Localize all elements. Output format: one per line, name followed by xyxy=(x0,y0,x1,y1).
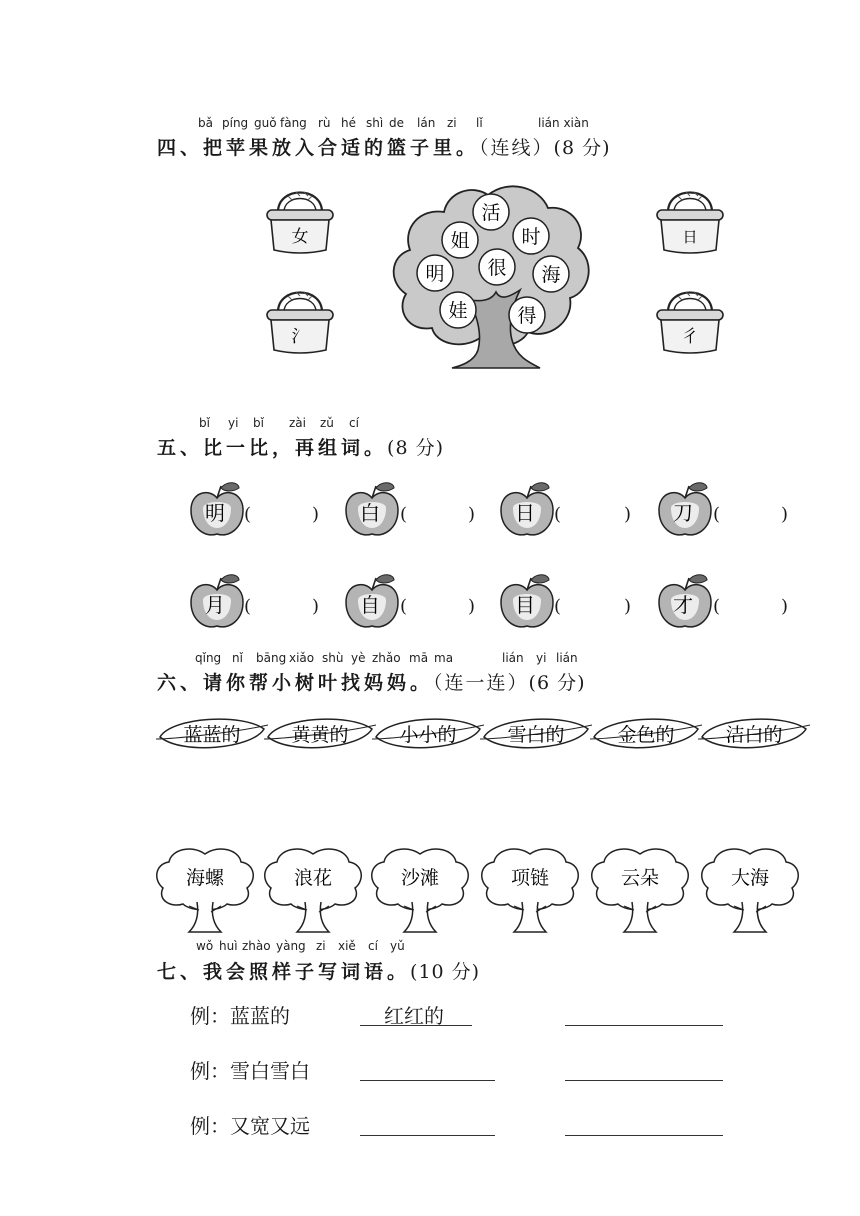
example-label: 例：雪白雪白 xyxy=(190,1059,310,1083)
paren-close: ) xyxy=(468,596,476,617)
answer-blank[interactable] xyxy=(565,1080,723,1081)
leaf-label: 蓝蓝的 xyxy=(183,724,241,746)
pinyin: lián xyxy=(556,651,578,665)
tree[interactable] xyxy=(592,849,689,932)
answer-blank[interactable] xyxy=(725,614,781,632)
answer-blank[interactable] xyxy=(565,1135,723,1136)
paren-open: ( xyxy=(244,504,252,525)
apple-char: 时 xyxy=(521,226,541,248)
pinyin: zhǎo xyxy=(372,651,401,665)
question-title: 把苹果放入合适的篮子里。 xyxy=(203,137,480,159)
paren-open: ( xyxy=(713,504,721,525)
pinyin: bǎ xyxy=(198,116,213,130)
question-score: (8 分) xyxy=(387,437,444,459)
leaf-label: 雪白的 xyxy=(507,724,565,746)
paren-open: ( xyxy=(400,596,408,617)
question-score: (10 分) xyxy=(410,961,481,983)
apple-char: 很 xyxy=(487,257,507,279)
leaf-label: 黄黄的 xyxy=(291,724,349,746)
answer-blank[interactable] xyxy=(360,1025,472,1026)
answer-blank[interactable] xyxy=(256,522,312,540)
pinyin: wǒ xyxy=(196,939,214,953)
pinyin: huì xyxy=(219,939,238,953)
pinyin: hé xyxy=(341,116,356,130)
pinyin: lián xyxy=(502,651,524,665)
answer-blank[interactable] xyxy=(412,522,468,540)
tree-label: 大海 xyxy=(730,867,770,889)
pinyin: nǐ xyxy=(232,651,243,665)
pinyin: yè xyxy=(351,651,366,665)
paren-open: ( xyxy=(554,504,562,525)
apple-char: 娃 xyxy=(448,300,468,322)
paren-close: ) xyxy=(781,596,789,617)
leaf-label: 金色的 xyxy=(617,724,675,746)
pinyin: lán xyxy=(417,116,436,130)
basket-radical: 女 xyxy=(291,227,309,247)
tree-label: 云朵 xyxy=(620,867,660,889)
basket-radical: 日 xyxy=(682,228,698,246)
pinyin: yi xyxy=(228,416,239,430)
pinyin: shì xyxy=(366,116,384,130)
answer-blank[interactable] xyxy=(360,1135,495,1136)
tree[interactable] xyxy=(482,849,579,932)
question-score: (8 分) xyxy=(553,137,611,159)
pinyin: yàng xyxy=(276,939,306,953)
pinyin: xiě xyxy=(338,939,356,953)
pinyin: ma xyxy=(434,651,454,665)
pinyin: cí xyxy=(349,416,359,430)
pinyin: zhào xyxy=(242,939,271,953)
question-number: 七、 xyxy=(157,961,204,983)
paren-close: ) xyxy=(468,504,476,525)
answer-blank[interactable] xyxy=(566,522,622,540)
paren-open: ( xyxy=(713,596,721,617)
pinyin: rù xyxy=(318,116,331,130)
question-title: 请你帮小树叶找妈妈。 xyxy=(203,672,434,694)
apple-char: 姐 xyxy=(450,230,470,252)
answer-blank[interactable] xyxy=(256,614,312,632)
apple-char: 目 xyxy=(515,593,535,617)
tree[interactable] xyxy=(372,849,469,932)
pinyin: guǒ xyxy=(254,116,277,130)
pinyin: mā xyxy=(409,651,429,665)
apple-char: 明 xyxy=(425,263,445,285)
apple-char: 自 xyxy=(360,593,380,617)
pinyin: fàng xyxy=(280,116,307,130)
apple-char: 月 xyxy=(205,593,225,617)
pinyin: bāng xyxy=(256,651,287,665)
apple-char: 活 xyxy=(481,202,501,224)
pinyin: zǔ xyxy=(320,416,334,430)
apple-char: 明 xyxy=(205,501,225,525)
answer-blank[interactable] xyxy=(360,1080,495,1081)
question-score: (6 分) xyxy=(528,672,586,694)
paren-close: ) xyxy=(624,504,632,525)
answer-blank[interactable] xyxy=(412,614,468,632)
answer-blank[interactable] xyxy=(566,614,622,632)
sample-answer: 红红的 xyxy=(384,1004,444,1028)
apple-char: 日 xyxy=(515,501,535,525)
pinyin: de xyxy=(389,116,404,130)
pinyin: lǐ xyxy=(476,116,483,130)
question-number: 六、 xyxy=(157,672,204,694)
apple-char: 海 xyxy=(541,264,561,286)
apple-char: 才 xyxy=(673,593,693,617)
tree-label: 海螺 xyxy=(185,867,225,889)
example-label: 例：又宽又远 xyxy=(190,1114,310,1138)
q6-heading xyxy=(157,668,586,695)
pinyin: yǔ xyxy=(390,939,405,953)
pinyin: lián xiàn xyxy=(538,116,589,130)
question-number: 四、 xyxy=(157,137,204,159)
tree-label: 项链 xyxy=(510,867,550,889)
apple-char: 白 xyxy=(360,501,380,525)
paren-open: ( xyxy=(400,504,408,525)
answer-blank[interactable] xyxy=(725,522,781,540)
example-label: 例：蓝蓝的 xyxy=(190,1004,290,1028)
paren-close: ) xyxy=(781,504,789,525)
pinyin: bǐ xyxy=(199,416,210,430)
paren-close: ) xyxy=(312,504,320,525)
paren-open: ( xyxy=(554,596,562,617)
basket-radical: 氵 xyxy=(291,327,309,347)
question-title: 比一比，再组词。 xyxy=(203,437,388,459)
pinyin: yi xyxy=(536,651,547,665)
apple-char: 得 xyxy=(517,305,537,327)
pinyin: cí xyxy=(368,939,378,953)
tree[interactable] xyxy=(702,849,799,932)
pinyin: qǐng xyxy=(195,651,222,665)
apple-char: 刀 xyxy=(673,501,693,525)
tree[interactable] xyxy=(157,849,254,932)
paren-close: ) xyxy=(624,596,632,617)
answer-blank[interactable] xyxy=(565,1025,723,1026)
pinyin: shù xyxy=(322,651,344,665)
tree[interactable] xyxy=(265,849,362,932)
leaf-label: 小小的 xyxy=(399,724,457,746)
q7-heading xyxy=(157,957,480,984)
leaf-label: 洁白的 xyxy=(725,724,783,746)
tree-label: 沙滩 xyxy=(400,867,440,889)
basket-radical: 彳 xyxy=(681,327,699,347)
pinyin: zi xyxy=(316,939,326,953)
paren-close: ) xyxy=(312,596,320,617)
question-hint: （连线） xyxy=(479,137,554,159)
question-title: 我会照样子写词语。 xyxy=(203,961,411,983)
pinyin: zài xyxy=(289,416,306,430)
pinyin: zi xyxy=(447,116,457,130)
question-hint: （连一连） xyxy=(433,672,529,694)
pinyin: bǐ xyxy=(253,416,264,430)
pinyin: píng xyxy=(222,116,249,130)
q5-heading xyxy=(157,433,444,460)
pinyin: xiǎo xyxy=(289,651,315,665)
paren-open: ( xyxy=(244,596,252,617)
tree-label: 浪花 xyxy=(293,867,333,889)
question-number: 五、 xyxy=(157,437,204,459)
